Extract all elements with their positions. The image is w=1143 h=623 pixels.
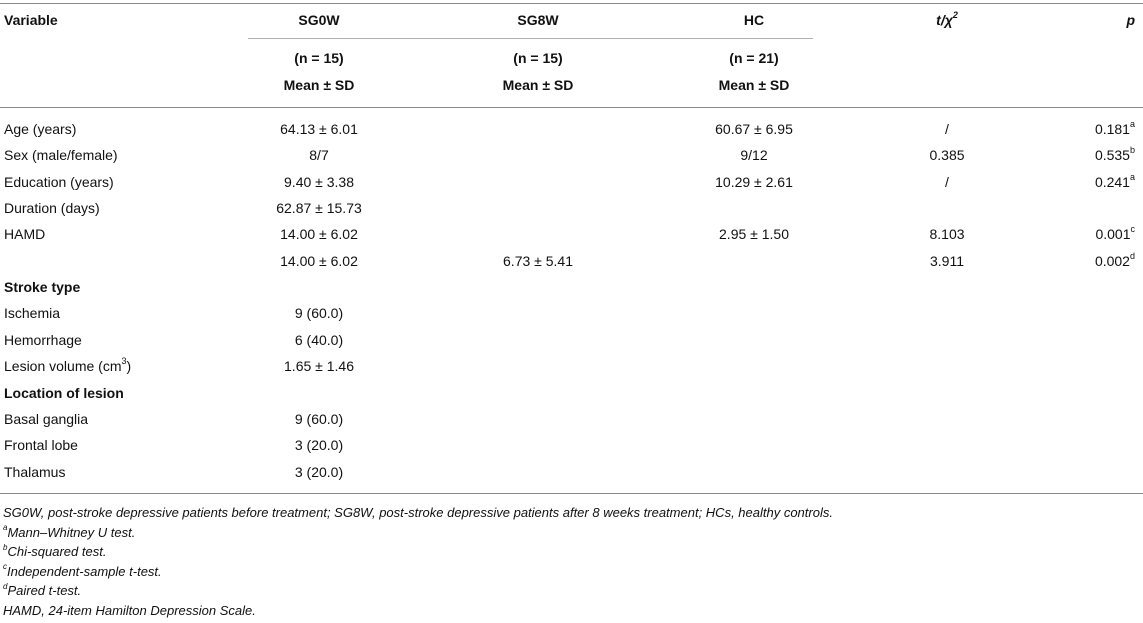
cell-sg0w: 3 (20.0) — [294, 437, 344, 453]
note-b-text: Chi-squared test. — [7, 544, 107, 560]
header-test-statistic — [936, 12, 958, 28]
row-label-tail: ) — [126, 358, 132, 374]
cell-p-value: 0.181 — [1094, 121, 1130, 137]
row-label — [4, 358, 131, 374]
row-label — [4, 174, 114, 190]
row-label-text: Thalamus — [4, 464, 66, 480]
header-stat-hc: Mean ± SD — [718, 77, 790, 93]
cell-t: 0.385 — [929, 147, 965, 163]
section-heading — [4, 279, 80, 295]
cell-sg0w: 8/7 — [309, 147, 329, 163]
cell-p — [1095, 147, 1135, 163]
note-c-mark: c — [3, 562, 7, 572]
header-p: p — [1126, 12, 1135, 28]
header-n-hc: (n = 21) — [729, 50, 779, 66]
group-header-rule — [248, 38, 813, 39]
cell-p — [1095, 174, 1135, 190]
row-label — [4, 464, 65, 480]
row-label-text: Basal ganglia — [4, 411, 89, 427]
header-n-sg0w: (n = 15) — [294, 50, 344, 66]
header-group-sg0w: SG0W — [298, 12, 340, 28]
note-c-text: Independent-sample t-test. — [7, 563, 162, 579]
row-label-text: Ischemia — [4, 305, 61, 321]
header-group-hc: HC — [743, 12, 765, 28]
table-notes — [3, 503, 833, 621]
cell-p-sup: a — [1129, 119, 1135, 130]
row-label — [4, 411, 88, 427]
note-a-mark: a — [3, 523, 8, 533]
note-b-mark: b — [3, 542, 8, 552]
header-test-label: t/χ — [936, 12, 953, 28]
cell-hc: 9/12 — [740, 147, 768, 163]
cell-p-value: 0.002 — [1094, 253, 1130, 269]
row-label-text: Education (years) — [4, 174, 114, 190]
cell-p-value: 0.001 — [1095, 226, 1131, 242]
header-n-sg8w: (n = 15) — [513, 50, 563, 66]
cell-hc: 60.67 ± 6.95 — [715, 121, 793, 137]
row-label-text: Sex (male/female) — [4, 147, 118, 163]
row-label — [4, 147, 118, 163]
cell-p-value: 0.535 — [1094, 147, 1130, 163]
cell-hc: 2.95 ± 1.50 — [719, 226, 789, 242]
table-header-rule — [0, 107, 1143, 108]
cell-p — [1095, 253, 1135, 269]
cell-p — [1095, 121, 1135, 137]
header-stat-sg8w: Mean ± SD — [502, 77, 574, 93]
cell-p-value: 0.241 — [1094, 174, 1130, 190]
header-variable: Variable — [4, 12, 58, 28]
note-d — [3, 581, 833, 601]
cell-sg0w: 9.40 ± 3.38 — [284, 174, 354, 190]
cell-p-sup: d — [1129, 251, 1135, 262]
note-d-mark: d — [3, 582, 8, 592]
header-test-sup: 2 — [952, 10, 958, 21]
cell-p — [1095, 226, 1135, 242]
cell-t: / — [945, 174, 949, 190]
row-label-text: Lesion volume (cm — [4, 358, 122, 374]
row-label — [4, 332, 82, 348]
cell-sg0w: 3 (20.0) — [294, 464, 344, 480]
cell-p-sup: b — [1129, 145, 1135, 156]
note-abbreviations: SG0W, post-stroke depressive patients before treatment; SG8W, post-stroke depressive patients after 8 weeks treatment; HCs, healthy controls. — [3, 505, 833, 520]
cell-sg0w: 62.87 ± 15.73 — [276, 200, 362, 216]
row-label-text: Location of lesion — [4, 385, 124, 401]
note-d-text: Paired t-test. — [7, 583, 82, 599]
row-label-text: Hemorrhage — [4, 332, 82, 348]
cell-t: / — [945, 121, 949, 137]
row-label-text: Age (years) — [4, 121, 77, 137]
cell-p-sup: a — [1129, 172, 1135, 183]
cell-sg0w: 1.65 ± 1.46 — [284, 358, 354, 374]
header-group-sg8w: SG8W — [517, 12, 559, 28]
cell-sg0w: 64.13 ± 6.01 — [280, 121, 358, 137]
row-label-text: Frontal lobe — [4, 437, 78, 453]
table-bottom-rule — [0, 493, 1143, 494]
row-label-text: Stroke type — [4, 279, 81, 295]
note-a-text: Mann–Whitney U test. — [7, 524, 136, 540]
cell-p-sup: c — [1130, 224, 1135, 235]
section-heading — [4, 385, 124, 401]
row-label — [4, 121, 76, 137]
cell-t: 3.911 — [930, 253, 964, 269]
row-label-sup: 3 — [121, 356, 127, 367]
table-top-rule — [0, 3, 1143, 4]
header-stat-sg0w: Mean ± SD — [283, 77, 355, 93]
cell-sg0w: 6 (40.0) — [294, 332, 344, 348]
cell-sg0w: 14.00 ± 6.02 — [280, 253, 358, 269]
cell-sg0w: 9 (60.0) — [294, 411, 344, 427]
note-c — [3, 562, 833, 582]
note-hamd: HAMD, 24-item Hamilton Depression Scale. — [3, 602, 256, 618]
row-label-text: HAMD — [4, 226, 46, 242]
cell-t: 8.103 — [929, 226, 965, 242]
row-label — [4, 200, 100, 216]
cell-sg8w: 6.73 ± 5.41 — [503, 253, 573, 269]
note-b — [3, 542, 833, 562]
row-label — [4, 305, 60, 321]
cell-hc: 10.29 ± 2.61 — [715, 174, 793, 190]
row-label — [4, 226, 45, 242]
row-label-text: Duration (days) — [4, 200, 100, 216]
cell-sg0w: 9 (60.0) — [294, 305, 344, 321]
note-a — [3, 523, 833, 543]
cell-sg0w: 14.00 ± 6.02 — [280, 226, 358, 242]
row-label — [4, 437, 78, 453]
